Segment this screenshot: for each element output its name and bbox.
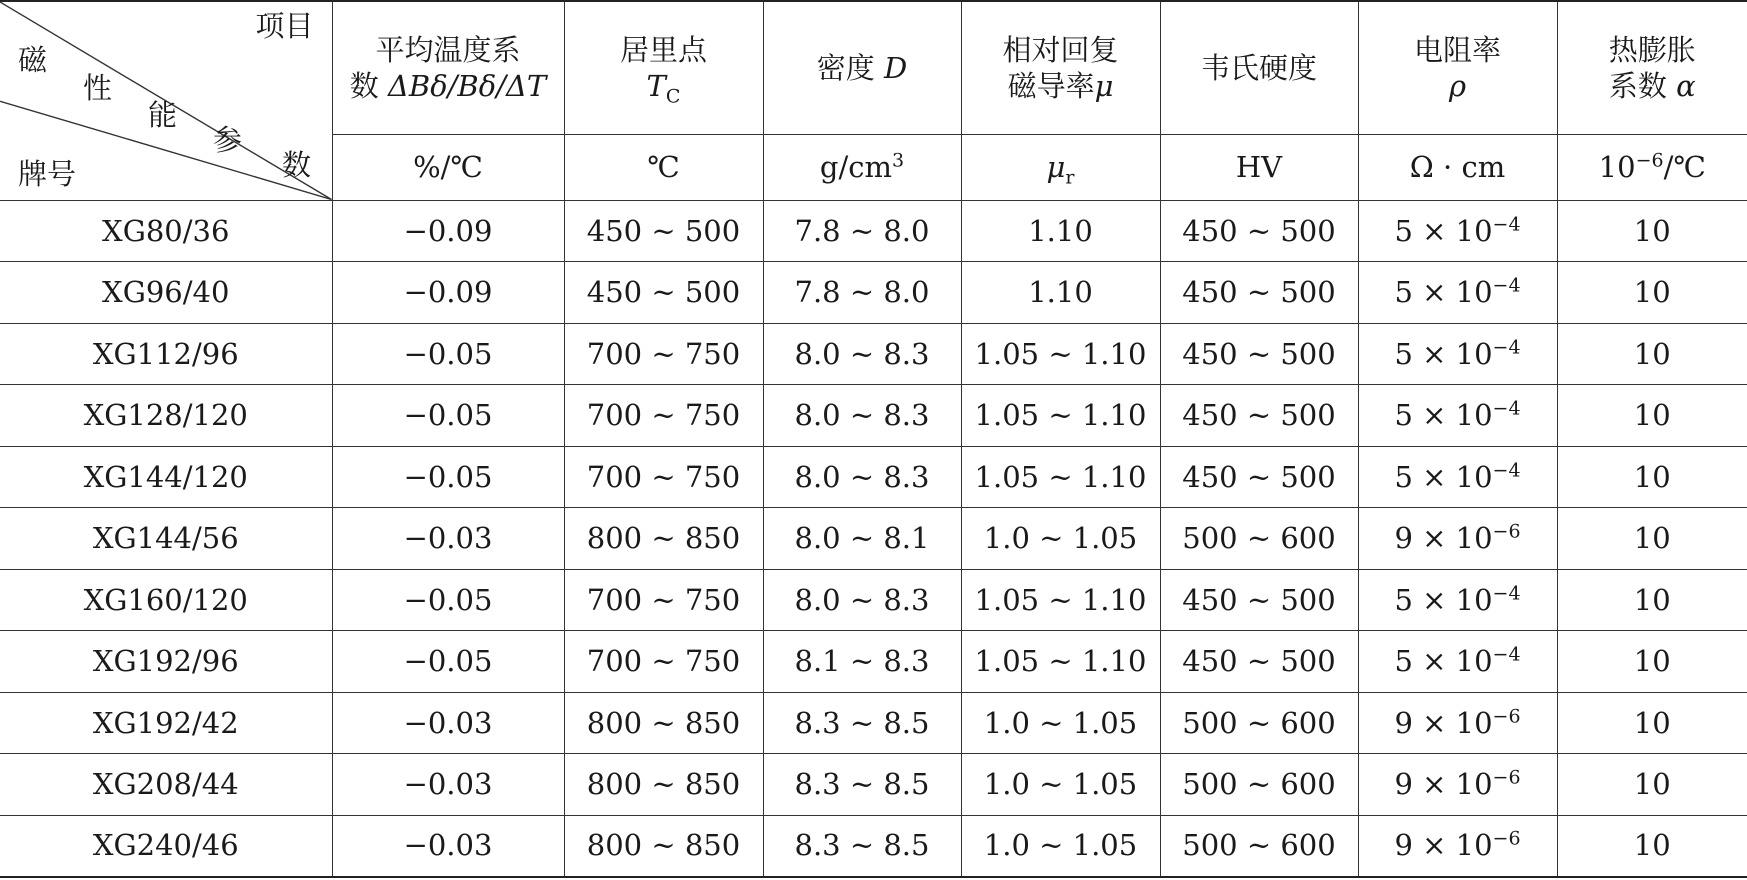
cell-grade: XG208/44 [0,754,332,816]
cell-curie: 700 ~ 750 [564,323,763,385]
corner-label-grade: 牌号 [18,157,77,191]
corner-label-item: 项目 [255,9,314,43]
cell-recoil: 1.0 ~ 1.05 [961,815,1160,877]
cell-curie: 800 ~ 850 [564,754,763,816]
header-curie-symbol [565,68,763,108]
table-row [0,815,1747,877]
table-row [0,446,1747,508]
header-temp-coef-formula: ΔBδ/Bδ/ΔT [387,68,547,103]
cell-grade: XG128/120 [0,385,332,447]
resistivity-exponent: −4 [1492,397,1521,420]
cell-curie: 800 ~ 850 [564,692,763,754]
cell-hardness: 450 ~ 500 [1160,569,1358,631]
cell-temp-coef: −0.03 [332,508,564,570]
cell-recoil: 1.05 ~ 1.10 [961,323,1160,385]
cell-hardness: 450 ~ 500 [1160,200,1358,262]
cell-hardness: 500 ~ 600 [1160,508,1358,570]
resistivity-exponent: −4 [1492,643,1521,666]
cell-grade: XG160/120 [0,569,332,631]
cell-recoil: 1.0 ~ 1.05 [961,692,1160,754]
cell-temp-coef: −0.05 [332,569,564,631]
header-expansion-line1: 热膨胀 [1608,32,1696,67]
cell-hardness: 450 ~ 500 [1160,631,1358,693]
cell-curie: 800 ~ 850 [564,508,763,570]
cell-density: 8.0 ~ 8.3 [763,446,961,508]
header-resistivity-line1: 电阻率 [1413,32,1501,67]
resistivity-base: 9 × 10 [1394,705,1493,740]
cell-density: 8.3 ~ 8.5 [763,692,961,754]
resistivity-base: 5 × 10 [1394,582,1493,617]
cell-expansion: 10 [1557,446,1747,508]
curie-symbol: T [646,68,666,103]
cell-hardness: 450 ~ 500 [1160,262,1358,324]
cell-hardness: 450 ~ 500 [1160,446,1358,508]
resistivity-base: 5 × 10 [1394,644,1493,679]
cell-expansion: 10 [1557,508,1747,570]
cell-recoil: 1.10 [961,262,1160,324]
table-row [0,262,1747,324]
cell-recoil: 1.05 ~ 1.10 [961,385,1160,447]
cell-density: 8.0 ~ 8.3 [763,385,961,447]
resistivity-exponent: −4 [1492,582,1521,605]
cell-temp-coef: −0.09 [332,200,564,262]
cell-hardness: 500 ~ 600 [1160,815,1358,877]
header-recoil-line1: 相对回复 [1002,32,1119,67]
header-recoil-permeability [961,1,1160,134]
resistivity-exponent: −4 [1492,213,1521,236]
cell-temp-coef: −0.03 [332,692,564,754]
header-density-label: 密度 [816,50,884,85]
unit-expansion-exp: −6 [1635,149,1664,172]
unit-expansion-base: 10 [1598,149,1636,184]
cell-density: 8.3 ~ 8.5 [763,754,961,816]
header-resistivity [1358,1,1557,134]
resistivity-exponent: −6 [1492,520,1521,543]
cell-curie: 450 ~ 500 [564,262,763,324]
cell-temp-coef: −0.03 [332,754,564,816]
unit-recoil-symbol: μ [1046,149,1066,184]
cell-resistivity [1358,323,1557,385]
corner-char-1: 磁 [18,43,48,77]
cell-curie: 700 ~ 750 [564,631,763,693]
table-body [0,200,1747,877]
resistivity-base: 5 × 10 [1394,275,1493,310]
cell-expansion: 10 [1557,385,1747,447]
table-row [0,631,1747,693]
cell-hardness: 450 ~ 500 [1160,385,1358,447]
table-row [0,569,1747,631]
header-expansion-line2 [1558,68,1747,104]
cell-temp-coef: −0.03 [332,815,564,877]
corner-char-3: 能 [148,98,178,132]
header-temp-coef-line2 [333,68,564,104]
cell-grade: XG96/40 [0,262,332,324]
cell-curie: 700 ~ 750 [564,385,763,447]
cell-grade: XG144/56 [0,508,332,570]
cell-expansion: 10 [1557,692,1747,754]
resistivity-exponent: −4 [1492,274,1521,297]
table-row [0,385,1747,447]
unit-recoil [961,134,1160,200]
curie-symbol-sub: C [665,85,681,108]
unit-curie: ℃ [564,134,763,200]
cell-resistivity [1358,446,1557,508]
cell-grade: XG192/96 [0,631,332,693]
unit-temp-coef: %/℃ [332,134,564,200]
cell-expansion: 10 [1557,200,1747,262]
cell-density: 8.0 ~ 8.3 [763,569,961,631]
header-resistivity-symbol: ρ [1448,68,1467,103]
cell-recoil: 1.0 ~ 1.05 [961,508,1160,570]
resistivity-base: 5 × 10 [1394,459,1493,494]
header-curie [564,1,763,134]
cell-curie: 450 ~ 500 [564,200,763,262]
cell-hardness: 500 ~ 600 [1160,692,1358,754]
cell-grade: XG80/36 [0,200,332,262]
resistivity-exponent: −6 [1492,827,1521,850]
header-expansion-symbol: α [1676,68,1696,103]
cell-temp-coef: −0.05 [332,631,564,693]
corner-diagonal-cell [0,1,332,200]
unit-hardness: HV [1160,134,1358,200]
unit-resistivity: Ω · cm [1358,134,1557,200]
cell-density: 7.8 ~ 8.0 [763,200,961,262]
corner-char-4: 参 [213,123,243,157]
cell-curie: 800 ~ 850 [564,815,763,877]
header-row-labels [0,1,1747,134]
resistivity-exponent: −4 [1492,459,1521,482]
header-density [763,1,961,134]
cell-recoil: 1.05 ~ 1.10 [961,569,1160,631]
corner-char-5: 数 [282,148,312,182]
header-expansion-prefix: 系数 [1608,68,1677,103]
unit-density [763,134,961,200]
cell-expansion: 10 [1557,569,1747,631]
header-temp-coef-line1: 平均温度系 [375,32,521,67]
resistivity-exponent: −6 [1492,705,1521,728]
unit-density-exp: 3 [891,149,905,172]
cell-hardness: 450 ~ 500 [1160,323,1358,385]
cell-density: 7.8 ~ 8.0 [763,262,961,324]
cell-temp-coef: −0.05 [332,385,564,447]
cell-expansion: 10 [1557,323,1747,385]
cell-recoil: 1.05 ~ 1.10 [961,446,1160,508]
header-curie-line1: 居里点 [619,32,707,67]
cell-temp-coef: −0.09 [332,262,564,324]
header-recoil-prefix: 磁导率 [1007,68,1095,103]
header-expansion [1557,1,1747,134]
cell-temp-coef: −0.05 [332,446,564,508]
cell-density: 8.1 ~ 8.3 [763,631,961,693]
cell-curie: 700 ~ 750 [564,446,763,508]
cell-recoil: 1.05 ~ 1.10 [961,631,1160,693]
resistivity-base: 5 × 10 [1394,398,1493,433]
unit-density-base: g/cm [819,149,892,184]
cell-curie: 700 ~ 750 [564,569,763,631]
cell-recoil: 1.10 [961,200,1160,262]
cell-resistivity [1358,385,1557,447]
cell-density: 8.0 ~ 8.1 [763,508,961,570]
cell-expansion: 10 [1557,262,1747,324]
unit-recoil-sub: r [1065,166,1075,189]
cell-density: 8.3 ~ 8.5 [763,815,961,877]
cell-resistivity [1358,692,1557,754]
cell-resistivity [1358,262,1557,324]
header-density-symbol: D [883,50,908,85]
unit-expansion-tail: /℃ [1663,149,1706,184]
cell-resistivity [1358,569,1557,631]
resistivity-base: 9 × 10 [1394,828,1493,863]
cell-grade: XG112/96 [0,323,332,385]
cell-recoil: 1.0 ~ 1.05 [961,754,1160,816]
resistivity-exponent: −4 [1492,336,1521,359]
header-temp-coef [332,1,564,134]
cell-expansion: 10 [1557,815,1747,877]
resistivity-base: 9 × 10 [1394,521,1493,556]
unit-expansion [1557,134,1747,200]
cell-temp-coef: −0.05 [332,323,564,385]
resistivity-base: 5 × 10 [1394,213,1493,248]
cell-expansion: 10 [1557,631,1747,693]
cell-resistivity [1358,754,1557,816]
cell-resistivity [1358,508,1557,570]
table-row [0,508,1747,570]
resistivity-base: 5 × 10 [1394,336,1493,371]
header-hardness-label: 韦氏硬度 [1200,50,1317,85]
corner-char-2: 性 [83,71,113,105]
cell-resistivity [1358,200,1557,262]
cell-hardness: 500 ~ 600 [1160,754,1358,816]
resistivity-base: 9 × 10 [1394,767,1493,802]
cell-resistivity [1358,631,1557,693]
cell-grade: XG144/120 [0,446,332,508]
cell-grade: XG240/46 [0,815,332,877]
header-hardness [1160,1,1358,134]
cell-grade: XG192/42 [0,692,332,754]
cell-expansion: 10 [1557,754,1747,816]
cell-resistivity [1358,815,1557,877]
table-row [0,323,1747,385]
table-row [0,754,1747,816]
header-recoil-symbol: μ [1094,68,1114,103]
resistivity-exponent: −6 [1492,766,1521,789]
header-recoil-line2 [962,68,1160,104]
cell-density: 8.0 ~ 8.3 [763,323,961,385]
table-row [0,200,1747,262]
header-temp-coef-prefix: 数 [349,68,388,103]
table-row [0,692,1747,754]
